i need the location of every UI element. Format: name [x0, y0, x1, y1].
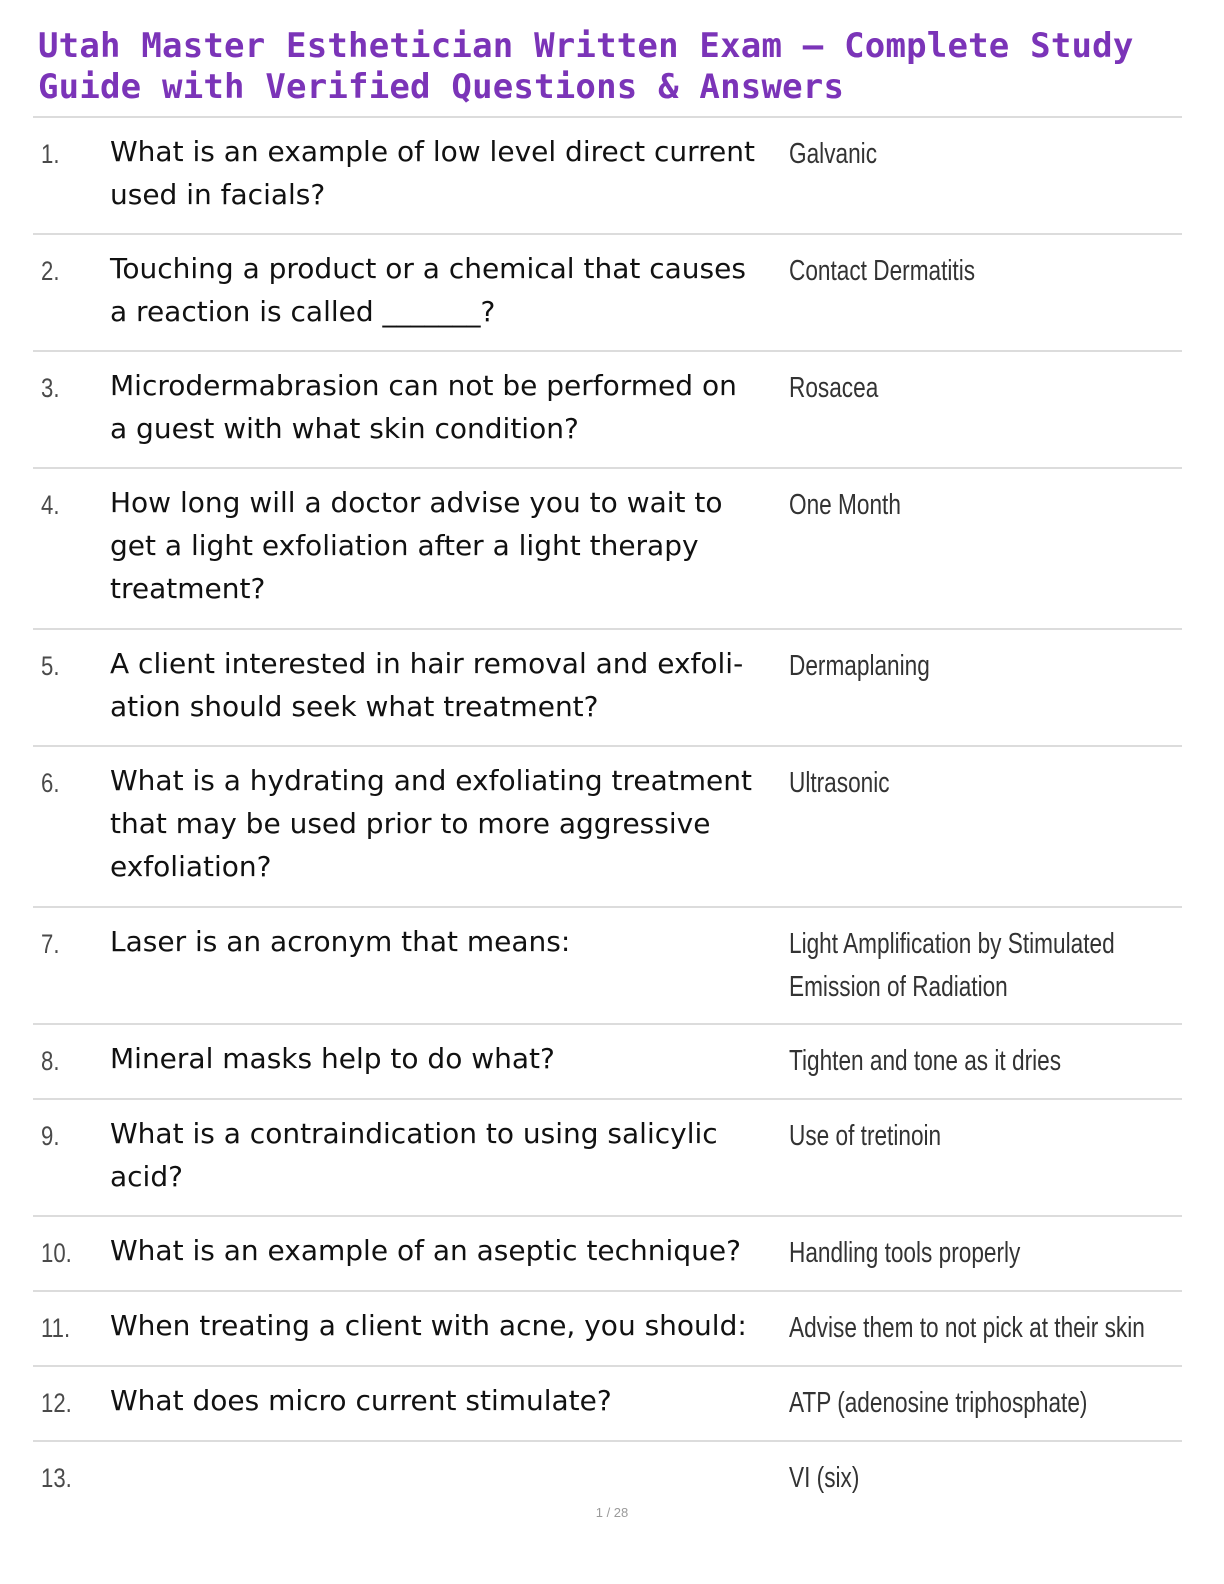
qa-row	[33, 630, 1182, 747]
answer-text: Advise them to not pick at their skin	[789, 1312, 1145, 1344]
qa-row	[33, 747, 1182, 908]
question-text: A client interested in hair removal and exfoli- ation should seek what treatment?	[110, 647, 744, 723]
qa-row	[33, 469, 1182, 630]
answer-text: One Month	[789, 489, 901, 521]
page-indicator: 1 / 28	[595, 1505, 629, 1520]
question-number: 3.	[41, 373, 60, 403]
qa-row	[33, 1025, 1182, 1100]
question-text: Laser is an acronym that means:	[110, 925, 571, 958]
question-text: What is a hydrating and exfoliating treatment that may be used prior to more aggressive exfoliation?	[110, 764, 752, 883]
qa-row	[33, 908, 1182, 1025]
answer-text: Light Amplification by Stimulated Emission of Radiation	[789, 928, 1115, 1003]
answer-text: Use of tretinoin	[789, 1120, 942, 1152]
question-number: 7.	[41, 929, 60, 959]
question-text: How long will a doctor advise you to wait to get a light exfoliation after a light therapy treatment?	[110, 486, 723, 605]
question-number: 2.	[41, 256, 60, 286]
qa-row	[33, 1217, 1182, 1292]
answer-text: ATP (adenosine triphosphate)	[789, 1387, 1088, 1419]
question-number: 9.	[41, 1121, 60, 1151]
question-number: 6.	[41, 768, 60, 798]
qa-row	[33, 352, 1182, 469]
answer-text: VI (six)	[789, 1462, 860, 1494]
question-text: What is an example of an aseptic technique?	[110, 1234, 741, 1267]
question-text: What is an example of low level direct current used in facials?	[110, 135, 755, 211]
question-text: What does micro current stimulate?	[110, 1384, 612, 1417]
question-number: 13.	[41, 1463, 72, 1493]
question-number: 4.	[41, 490, 60, 520]
answer-text: Dermaplaning	[789, 650, 930, 682]
qa-row	[33, 1292, 1182, 1367]
qa-row	[33, 1367, 1182, 1442]
qa-row	[33, 118, 1182, 235]
question-number: 12.	[41, 1388, 72, 1418]
answer-text: Ultrasonic	[789, 767, 890, 799]
question-number: 11.	[41, 1313, 71, 1343]
question-text: Touching a product or a chemical that causes a reaction is called _______?	[110, 252, 746, 328]
qa-row	[33, 1100, 1182, 1217]
answer-text: Galvanic	[789, 138, 878, 170]
answer-text: Tighten and tone as it dries	[789, 1045, 1062, 1077]
answer-text: Handling tools properly	[789, 1237, 1021, 1269]
answer-text: Contact Dermatitis	[789, 255, 976, 287]
qa-row	[33, 235, 1182, 352]
answer-text: Rosacea	[789, 372, 879, 404]
question-number: 5.	[41, 651, 60, 681]
question-text: Microdermabrasion can not be performed on a guest with what skin condition?	[110, 369, 737, 445]
question-number: 8.	[41, 1046, 60, 1076]
question-number: 1.	[41, 139, 60, 169]
document-title: Utah Master Esthetician Written Exam – Complete Study Guide with Verified Questions & Answers	[38, 26, 1134, 107]
qa-list	[33, 116, 1182, 1512]
question-number: 10.	[41, 1238, 72, 1268]
question-text: What is a contraindication to using salicylic acid?	[110, 1117, 718, 1193]
qa-row	[33, 1442, 1182, 1512]
question-text: Mineral masks help to do what?	[110, 1042, 555, 1075]
question-text: When treating a client with acne, you should:	[110, 1309, 747, 1342]
